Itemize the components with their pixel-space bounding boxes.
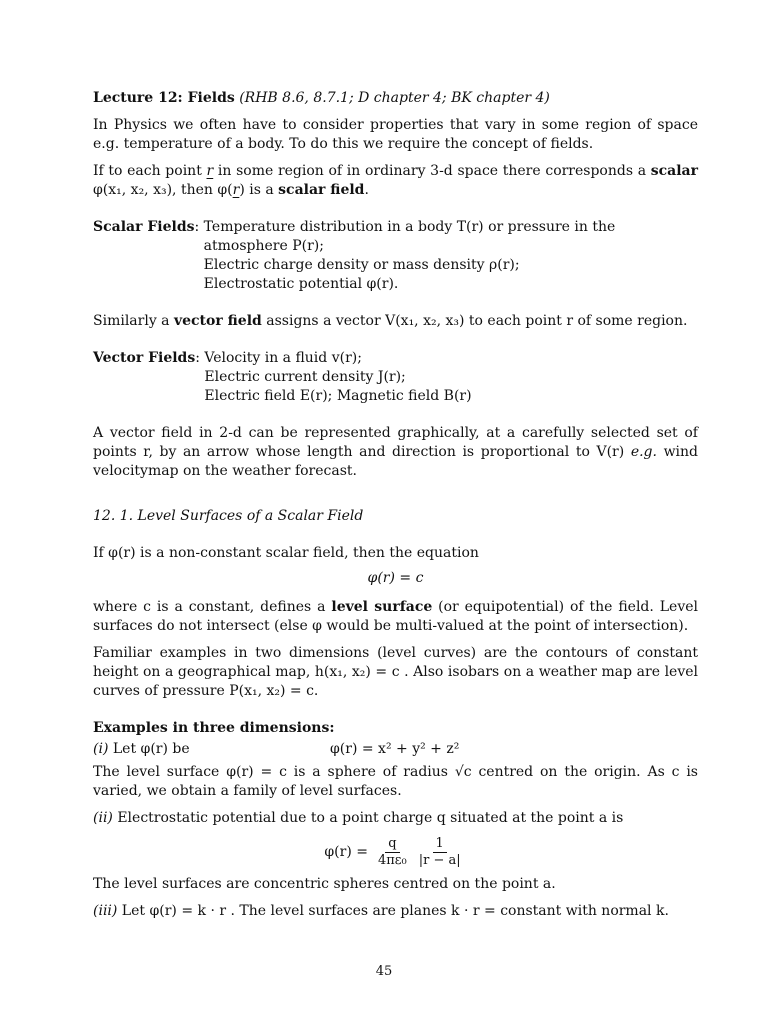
page-number: 45 <box>375 964 393 979</box>
level-paragraph-1: If φ(r) is a non-constant scalar field, then the equation <box>93 545 479 561</box>
scalar-fields-block: Scalar Fields : Temperature distribution in a body T(r) or pressure in the atmosphere P(r); Electric charge density or mass density ρ(r); Electrostatic potential φ(r). <box>93 218 698 294</box>
example-iii-paragraph: (iii) Let φ(r) = k · r . The level surfaces are planes k · r = constant with normal k. <box>93 903 669 919</box>
scalar-fields-line-2: Electric charge density or mass density ρ(r); <box>203 257 520 273</box>
level-paragraph-2: where c is a constant, defines a level surface (or equipotential) of the field. Level surfaces do not intersect (else φ would be multi-valued at the point of intersection). <box>93 599 698 634</box>
lecture-title: Lecture 12: Fields <box>93 90 235 106</box>
lecture-heading <box>93 89 698 108</box>
level-paragraph-3: Familiar examples in two dimensions (level curves) are the contours of constant height on a geographical map, h(x₁, x₂) = c . Also isobars on a weather map are level curves of pressure P(x₁, x₂) = c. <box>93 645 698 699</box>
section-title: 12. 1. Level Surfaces of a Scalar Field <box>93 508 364 524</box>
intro-paragraph-2: If to each point r in some region of in ordinary 3-d space there corresponds a scalar φ(x₁, x₂, x₃), then φ(r) is a scalar field. <box>93 163 698 198</box>
example-i-equation: φ(r) = x² + y² + z² <box>330 741 460 757</box>
example-i-paragraph: The level surface φ(r) = c is a sphere of radius √c centred on the origin. As c is varied, we obtain a family of level surfaces. <box>93 764 698 799</box>
page-body <box>93 89 698 921</box>
example-ii-paragraph: The level surfaces are concentric spheres centred on the point a. <box>93 876 556 892</box>
example-ii-intro: (ii) Electrostatic potential due to a point charge q situated at the point a is <box>93 810 624 826</box>
vector-fields-line-1: Velocity in a fluid v(r); <box>204 350 362 366</box>
example-i-label: (i) <box>93 741 109 757</box>
vector-fields-label: Vector Fields <box>93 350 196 366</box>
vector-fields-block: Vector Fields : Velocity in a fluid v(r); Electric current density J(r); Electric field E(r); Magnetic field B(r) <box>93 350 472 404</box>
examples-heading: Examples in three dimensions: <box>93 720 335 736</box>
vector-fields-line-2: Electric current density J(r); <box>204 369 406 385</box>
example-ii-equation: φ(r) = $\frac{q}{\text{4πε₀}}$ $\frac{1}{|r - a|}$ <box>324 836 461 868</box>
intro-paragraph-1: In Physics we often have to consider properties that vary in some region of space e.g. temperature of a body. To do this we require the concept of fields. <box>93 117 698 152</box>
scalar-fields-line-3: Electrostatic potential φ(r). <box>203 276 399 292</box>
scalar-fields-line-1: Temperature distribution in a body T(r) or pressure in the atmosphere P(r); <box>203 219 616 254</box>
scalar-fields-label: Scalar Fields <box>93 219 195 235</box>
graphical-paragraph: A vector field in 2-d can be represented graphically, at a carefully selected set of points r, by an arrow whose length and direction is proportional to V(r) e.g. wind velocitymap on the weather forecast. <box>93 425 699 479</box>
lecture-refs: (RHB 8.6, 8.7.1; D chapter 4; BK chapter 4) <box>239 90 550 106</box>
level-equation: φ(r) = c <box>367 570 424 586</box>
vector-fields-line-3: Electric field E(r); Magnetic field B(r) <box>204 388 472 404</box>
example-i-row: (i) Let φ(r) be φ(r) = x² + y² + z² <box>93 741 460 757</box>
vector-intro-paragraph: Similarly a vector field assigns a vector V(x₁, x₂, x₃) to each point r of some region. <box>93 313 688 329</box>
